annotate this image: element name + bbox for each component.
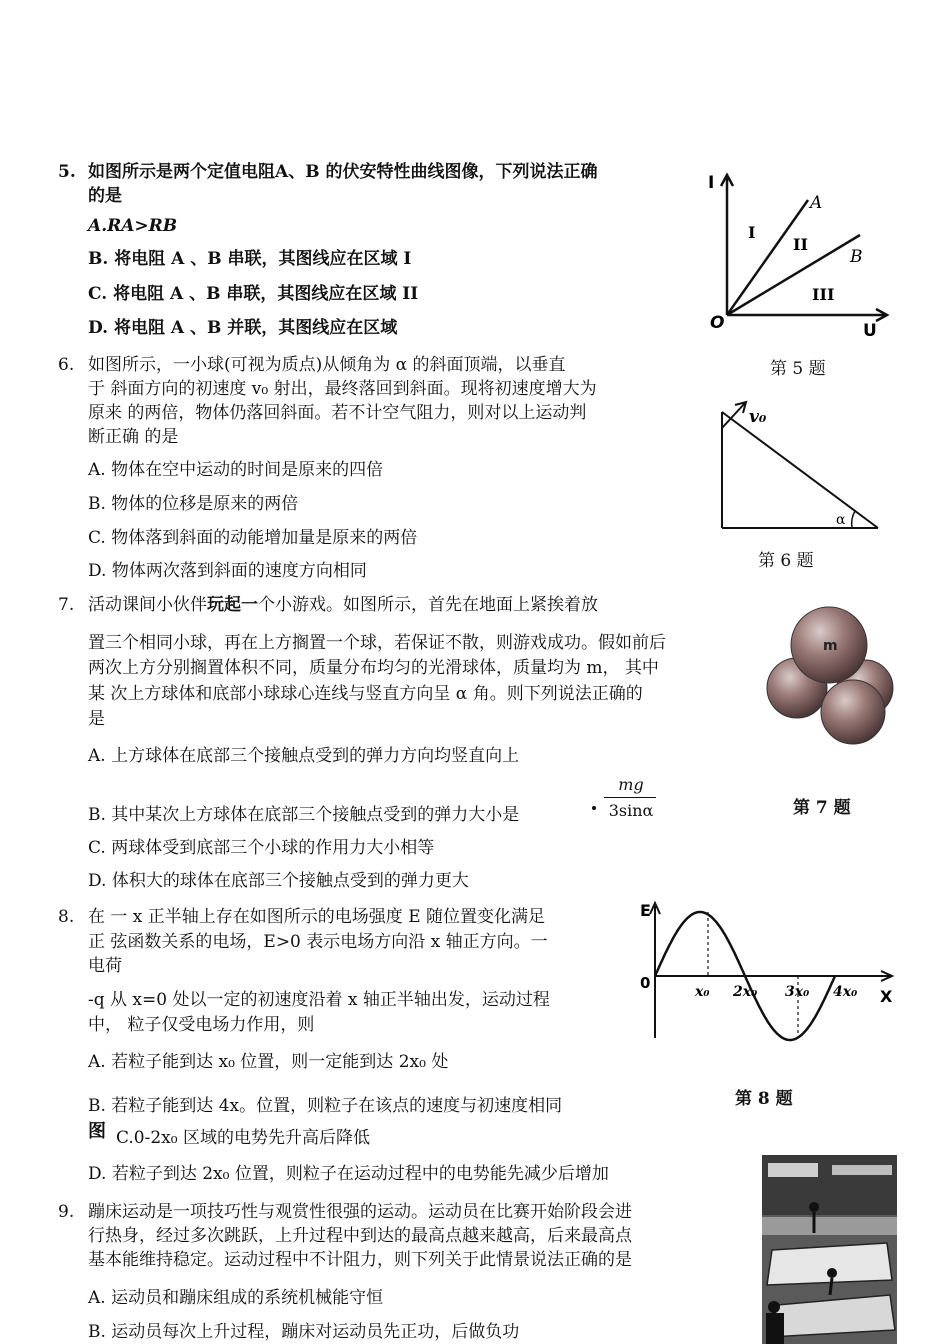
q9-stem-line3: 基本能维持稳定。运动过程中不计阻力，则下列关于此情景说法正确的是 [88, 1250, 632, 1270]
q5-figure-caption: 第 5 题 [770, 359, 826, 379]
q8-e-x-graph [635, 898, 900, 1048]
q5-origin-label: O [710, 313, 725, 333]
q8-option-c: C.0-2x₀ 区域的电势先升高后降低 [116, 1128, 370, 1148]
q8-option-d: D. 若粒子到达 2x₀ 位置，则粒子在运动过程中的电势能先减少后增加 [88, 1164, 609, 1184]
q6-option-b: B. 物体的位移是原来的两倍 [88, 494, 299, 514]
q7-mass-label: m [823, 638, 838, 654]
q7-balls-figure [765, 600, 895, 745]
q6-incline-figure [715, 400, 885, 535]
q6-option-d: D. 物体两次落到斜面的速度方向相同 [88, 561, 367, 581]
q5-line-a-label: A [810, 193, 823, 213]
q8-stem-line5: 中， 粒子仅受电场力作用，则 [88, 1015, 315, 1035]
q7-bullet-dot [592, 806, 596, 810]
q7-option-a: A. 上方球体在底部三个接触点受到的弹力方向均竖直向上 [88, 746, 520, 766]
q8-figure-caption: 第 8 题 [735, 1089, 793, 1109]
q5-region-2-label: II [793, 235, 808, 254]
q5-line-b-label: B [850, 247, 863, 267]
q7-fraction-denominator: 3sinα [608, 801, 654, 820]
q8-tick-3x0: 3x₀ [785, 984, 810, 1000]
q7-stem-line1: 活动课间小伙伴玩起一个小游戏。如图所示，首先在地面上紧挨着放 [88, 595, 598, 615]
q8-stem-line1: 在 一 x 正半轴上存在如图所示的电场强度 E 随位置变化满足 [88, 907, 546, 927]
q7-stem-line2: 置三个相同小球，再在上方搁置一个球，若保证不散，则游戏成功。假如前后 [88, 633, 666, 653]
q9-option-a: A. 运动员和蹦床组成的系统机械能守恒 [88, 1288, 384, 1308]
q7-option-c: C. 两球体受到底部三个小球的作用力大小相等 [88, 838, 435, 858]
q8-axis-e-label: E [640, 901, 651, 920]
q7-option-b: B. 其中某次上方球体在底部三个接触点受到的弹力大小是 [88, 805, 520, 825]
q7-number: 7. [58, 595, 75, 615]
q8-tick-x0: x₀ [695, 984, 710, 1000]
q7-stem-line5: 是 [88, 709, 105, 729]
q9-trampoline-photo [762, 1155, 897, 1344]
q6-stem-line3: 原来 的两倍，物体仍落回斜面。若不计空气阻力，则对以上运动判 [88, 403, 587, 423]
q5-option-c: C. 将电阻 A 、B 串联，其图线应在区域 II [88, 284, 419, 304]
q5-region-1-label: I [748, 223, 756, 242]
q6-stem-line1: 如图所示，一小球(可视为质点)从倾角为 α 的斜面顶端，以垂直 [88, 355, 566, 375]
q5-option-d: D. 将电阻 A 、B 并联，其图线应在区域 [88, 318, 398, 338]
q6-number: 6. [58, 355, 75, 375]
q5-axis-i-label: I [708, 173, 715, 193]
q5-option-a: A.RA>RB [88, 216, 178, 236]
q9-stem-line1: 蹦床运动是一项技巧性与观赏性很强的运动。运动员在比赛开始阶段会进 [88, 1202, 632, 1222]
q6-stem-line4: 断正确 的是 [88, 427, 179, 447]
q5-region-3-label: III [812, 285, 835, 304]
q9-stem-line2: 行热身，经过多次跳跃，上升过程中到达的最高点越来越高，后来最高点 [88, 1226, 632, 1246]
q6-alpha-label: α [836, 512, 846, 528]
q6-option-c: C. 物体落到斜面的动能增加量是原来的两倍 [88, 528, 418, 548]
q5-axis-u-label: U [863, 321, 877, 341]
q7-fraction-numerator: mg [618, 775, 644, 794]
q8-stem-line3: 电荷 [88, 956, 122, 976]
q5-stem-line1: 如图所示是两个定值电阻A、B 的伏安特性曲线图像，下列说法正确 [88, 162, 598, 182]
q8-tick-2x0: 2x₀ [733, 984, 758, 1000]
q6-option-a: A. 物体在空中运动的时间是原来的四倍 [88, 460, 384, 480]
q7-figure-caption: 第 7 题 [793, 798, 851, 818]
q9-number: 9. [58, 1202, 75, 1222]
q8-number: 8. [58, 907, 75, 927]
q7-option-d: D. 体积大的球体在底部三个接触点受到的弹力更大 [88, 871, 469, 891]
q7-fraction-bar [604, 797, 656, 798]
q8-axis-x-label: X [880, 987, 893, 1006]
q5-number: 5. [58, 162, 76, 182]
q8-stem-line4: -q 从 x=0 处以一定的初速度沿着 x 轴正半轴出发，运动过程 [88, 990, 550, 1010]
q8-option-b: B. 若粒子能到达 4x。位置，则粒子在该点的速度与初速度相同 [88, 1096, 563, 1116]
q6-figure-caption: 第 6 题 [758, 551, 814, 571]
q8-stray-label: 图 [88, 1121, 106, 1142]
q7-stem-line4: 某 次上方球体和底部小球球心连线与竖直方向呈 α 角。则下列说法正确的 [88, 684, 643, 704]
q6-v0-label: v₀ [749, 407, 767, 427]
q5-option-b: B. 将电阻 A 、B 串联，其图线应在区域 I [88, 249, 412, 269]
q5-stem-line2: 的是 [88, 186, 122, 206]
q5-iu-graph [700, 170, 900, 345]
q6-stem-line2: 于 斜面方向的初速度 v₀ 射出，最终落回到斜面。现将初速度增大为 [88, 379, 597, 399]
q8-tick-4x0: 4x₀ [833, 984, 858, 1000]
q8-option-a: A. 若粒子能到达 x₀ 位置，则一定能到达 2x₀ 处 [88, 1052, 449, 1072]
q8-origin-label: 0 [640, 974, 651, 992]
q7-stem-line3: 两次上方分别搁置体积不同，质量分布均匀的光滑球体，质量均为 m， 其中 [88, 658, 659, 678]
q9-option-b: B. 运动员每次上升过程，蹦床对运动员先正功，后做负功 [88, 1322, 520, 1342]
q8-stem-line2: 正 弦函数关系的电场，E>0 表示电场方向沿 x 轴正方向。一 [88, 932, 548, 952]
